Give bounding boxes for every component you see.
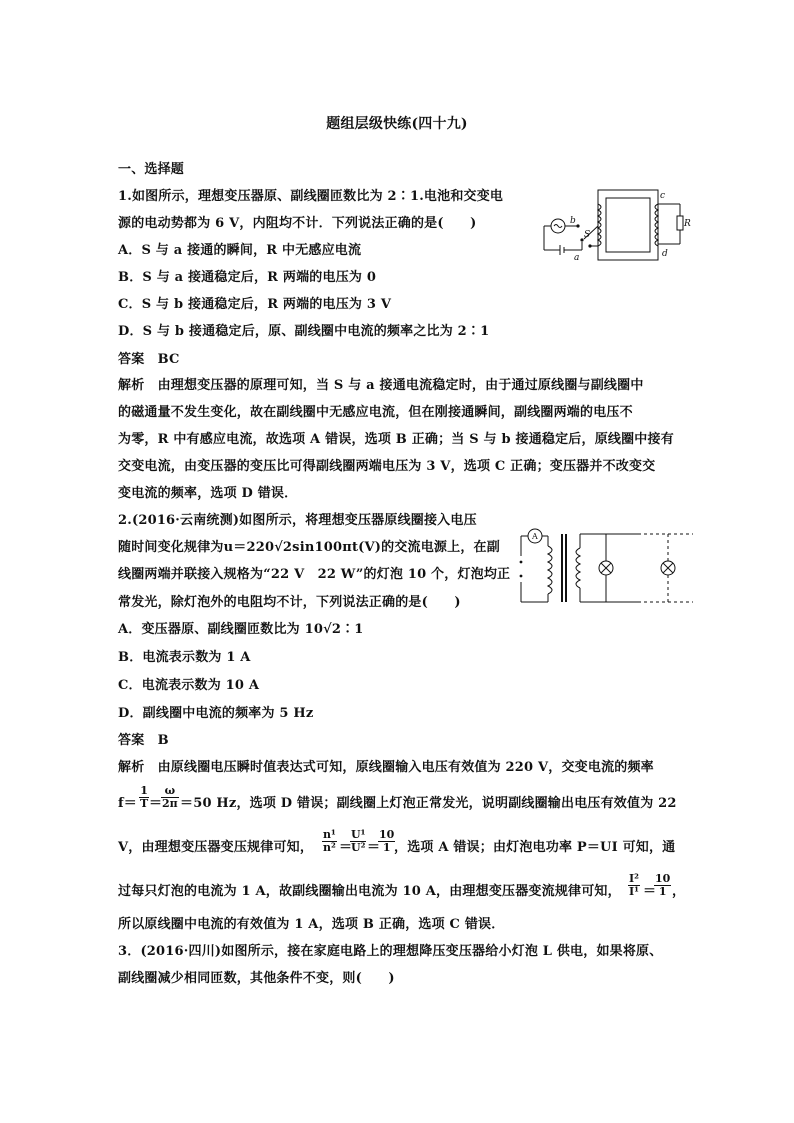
equals-sign: ＝ [339, 840, 353, 855]
label-s: S [584, 230, 591, 240]
frac-num: 10 [655, 872, 671, 885]
equals-sign: ＝ [367, 840, 381, 855]
frac-num: n¹ [323, 828, 336, 841]
q2-stem-line3: 线圈两端并联接入规格为“22 V 22 W”的灯泡 10 个，灯泡均正 [118, 567, 511, 582]
frac-num: ω [161, 785, 179, 798]
frac-den: U² [351, 841, 366, 854]
q2-explanation-line5: 所以原线圈中电流的有效值为 1 A，选项 B 正确，选项 C 错误． [118, 917, 505, 932]
frac-den: 2π [162, 797, 178, 810]
q1-explanation-line2: 的磁通量不发生变化，故在副线圈中无感应电流，但在刚接通瞬间，副线圈两端的电压不 [118, 405, 633, 420]
q1-explanation-line4: 交变电流，由变压器的变压比可得副线圈两端电压为 3 V，选项 C 正确；变压器并不改变交 [118, 459, 656, 474]
label-b: b [570, 216, 576, 226]
q2-circuit-diagram [518, 526, 698, 606]
label-c: c [660, 191, 666, 201]
label-a: a [574, 253, 580, 263]
q1-explanation-line1: 解析 由理想变压器的原理可知，当 S 与 a 接通电流稳定时，由于通过原线圈与副线圈中 [118, 378, 644, 393]
q3-stem-line1: 3．(2016·四川)如图所示，接在家庭电路上的理想降压变压器给小灯泡 L 供电，如果将原、 [118, 944, 663, 959]
frac-num: U¹ [351, 828, 366, 841]
q2-option-b: B．电流表示数为 1 A [118, 650, 251, 665]
label-r: R [684, 219, 691, 229]
fraction-u1-u2 [350, 829, 366, 854]
frac-den: 1 [382, 841, 391, 854]
frac-den: T [140, 797, 149, 810]
q2-option-d: D．副线圈中电流的频率为 5 Hz [118, 706, 314, 721]
equals-sign: ＝ [149, 796, 163, 811]
fraction-10-over-1 [654, 873, 671, 898]
ammeter-label: A [532, 532, 538, 541]
fraction-1-over-t [139, 785, 149, 810]
q1-answer: 答案 BC [118, 352, 180, 367]
q2-stem-line4: 常发光，除灯泡外的电阻均不计，下列说法正确的是( ) [118, 595, 461, 610]
fraction-i2-i1 [628, 873, 640, 898]
frac-den: 1 [658, 885, 667, 898]
fraction-10-over-1 [378, 829, 395, 854]
frac-num: 1 [140, 784, 148, 797]
q2-explanation-line3-post: ，选项 A 错误；由灯泡电功率 P＝UI 可知，通 [394, 840, 676, 855]
q2-explanation-line2-pre: f＝ [118, 796, 137, 811]
q2-option-c: C．电流表示数为 10 A [118, 678, 260, 693]
frac-num: 10 [379, 828, 395, 841]
q1-stem-line1: 1.如图所示，理想变压器原、副线圈匝数比为 2∶1.电池和交变电 [118, 189, 504, 204]
q2-answer: 答案 B [118, 733, 169, 748]
frac-den: I¹ [629, 885, 639, 898]
q1-option-c: C．S 与 b 接通稳定后，R 两端的电压为 3 V [118, 297, 392, 312]
fraction-omega-over-2pi [161, 785, 179, 810]
frac-num: I² [629, 872, 639, 885]
q1-circuit-diagram [540, 186, 690, 266]
label-d: d [662, 249, 668, 259]
page-title: 题组层级快练(四十九) [326, 116, 468, 132]
fraction-n1-n2 [322, 829, 337, 854]
q3-stem-line2: 副线圈减少相同匝数，其他条件不变，则( ) [118, 971, 395, 986]
q1-explanation-line5: 变电流的频率，选项 D 错误． [118, 486, 298, 501]
frac-den: n² [323, 841, 336, 854]
q2-explanation-line4-post: ， [672, 884, 686, 899]
q2-stem-line2: 随时间变化规律为u＝220√2sin100πt(V)的交流电源上，在副 [118, 540, 500, 555]
q1-option-b: B．S 与 a 接通稳定后，R 两端的电压为 0 [118, 270, 377, 285]
q2-explanation-line4-pre: 过每只灯泡的电流为 1 A，故副线圈输出电流为 10 A，由理想变压器变流规律可知， [118, 884, 621, 899]
q1-option-a: A．S 与 a 接通的瞬间，R 中无感应电流 [118, 243, 362, 258]
q2-option-a: A．变压器原、副线圈匝数比为 10√2∶1 [118, 622, 364, 637]
q2-explanation-line2-post: ＝50 Hz，选项 D 错误；副线圈上灯泡正常发光，说明副线圈输出电压有效值为 22 [180, 796, 677, 811]
q2-explanation-line1: 解析 由原线圈电压瞬时值表达式可知，原线圈输入电压有效值为 220 V，交变电流的频率 [118, 760, 654, 775]
q1-option-d: D．S 与 b 接通稳定后，原、副线圈中电流的频率之比为 2∶1 [118, 324, 490, 339]
q1-explanation-line3: 为零，R 中有感应电流，故选项 A 错误，选项 B 正确；当 S 与 b 接通稳定后，原线圈中接有 [118, 432, 674, 447]
section-heading: 一、选择题 [118, 162, 185, 177]
q2-explanation-line3-pre: V，由理想变压器变压规律可知， [118, 840, 314, 855]
equals-sign: ＝ [643, 884, 657, 899]
q1-stem-line2: 源的电动势都为 6 V，内阻均不计．下列说法正确的是( ) [118, 216, 477, 231]
q2-stem-line1: 2.(2016·云南统测)如图所示，将理想变压器原线圈接入电压 [118, 513, 477, 528]
